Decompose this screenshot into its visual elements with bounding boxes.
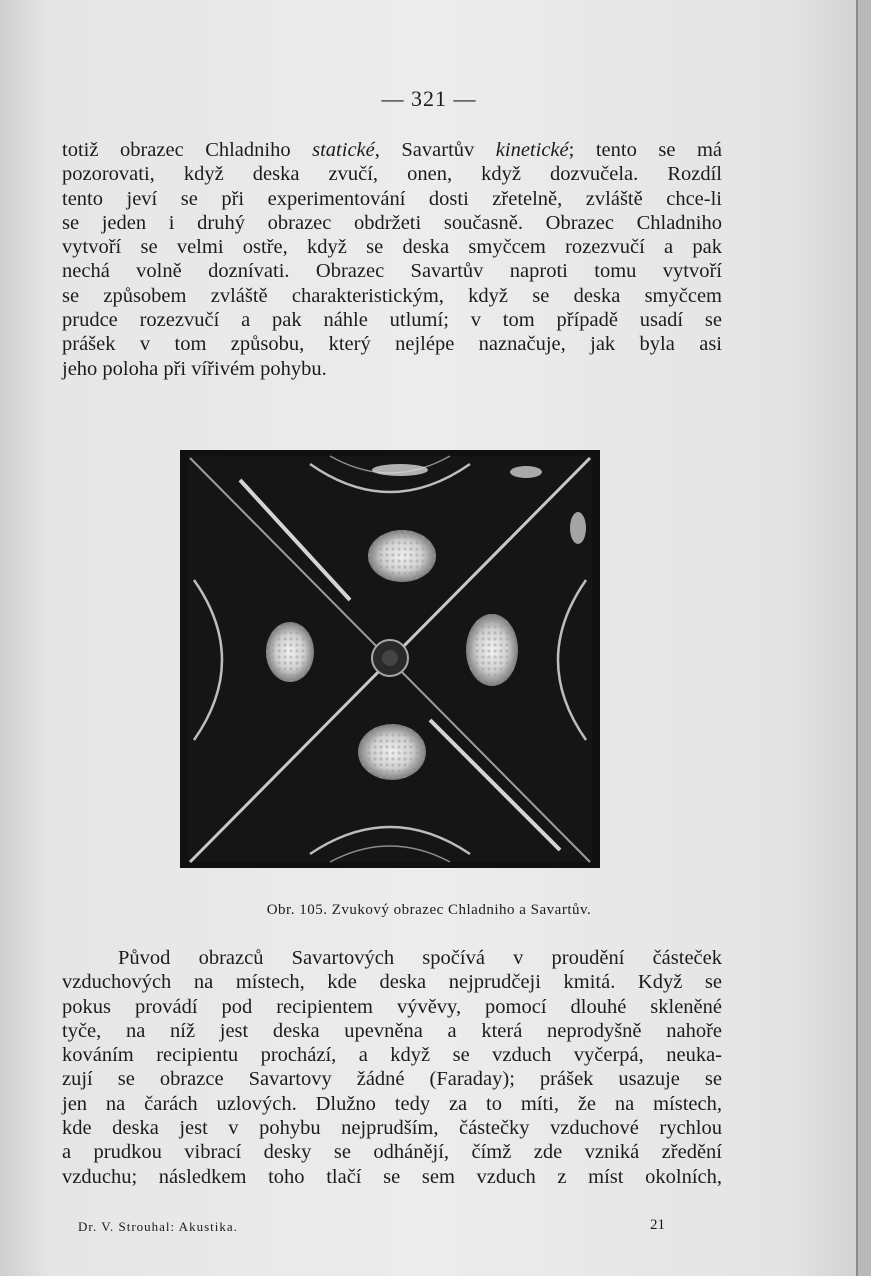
text-line: se způsobem zvláště charakteristickým, když se deska smyčcem xyxy=(62,284,722,307)
chladni-savart-figure xyxy=(180,450,600,868)
text-line: prášek v tom způsobu, který nejlépe naznačuje, jak byla asi xyxy=(62,333,722,356)
figure-caption: Obr. 105. Zvukový obrazec Chladniho a Savartův. xyxy=(266,902,592,918)
text-line: vzduchových na místech, kde deska nejprudčeji kmitá. Když se xyxy=(62,971,722,994)
text-line: pozorovati, když deska zvučí, onen, když dozvučela. Rozdíl xyxy=(62,163,722,186)
paragraph-bottom xyxy=(62,946,722,1189)
footer-author-title: Dr. V. Strouhal: Akustika. xyxy=(78,1219,238,1234)
chladni-pattern-image xyxy=(180,450,600,868)
text-line: prudce rozezvučí a pak náhle utlumí; v tom případě usadí se xyxy=(62,309,722,332)
text-line: nechá volně doznívati. Obrazec Savartův naproti tomu vytvoří xyxy=(62,260,722,283)
text-line: jeho poloha při vířivém pohybu. xyxy=(62,357,327,380)
text-line: kováním recipientu prochází, a když se vzduch vyčerpá, neuka- xyxy=(62,1044,722,1067)
paragraph-top xyxy=(62,138,722,381)
text-line: totiž obrazec Chladniho statické, Savartův kinetické; tento se má xyxy=(62,139,722,161)
text-line: pokus provádí pod recipientem vývěvy, pomocí dlouhé skleněné xyxy=(62,995,722,1018)
text-line: tento jeví se při experimentování dosti zřetelně, zvláště chce-li xyxy=(62,187,722,210)
footer-signature-number: 21 xyxy=(650,1217,665,1233)
text-line: vytvoří se velmi ostře, když se deska smyčcem rozezvučí a pak xyxy=(62,236,722,259)
text-line: zují se obrazce Savartovy žádné (Faraday); prášek usazuje se xyxy=(62,1068,722,1091)
text-line: tyče, na níž jest deska upevněna a která neprodyšně nahoře xyxy=(62,1019,722,1042)
text-line: kde deska jest v pohybu nejprudším, částečky vzduchové rychlou xyxy=(62,1117,722,1140)
text-line: a prudkou vibrací desky se odhánějí, čímž zde vzniká zředění xyxy=(62,1141,722,1164)
text-line: Původ obrazců Savartových spočívá v proudění částeček xyxy=(118,947,722,969)
text-line: vzduchu; následkem toho tlačí se sem vzduch z míst okolních, xyxy=(62,1165,722,1188)
page-number: — 321 — xyxy=(381,86,477,111)
page-edge xyxy=(856,0,871,1276)
text-line: se jeden i druhý obrazec obdržeti současně. Obrazec Chladniho xyxy=(62,211,722,234)
text-line: jen na čarách uzlových. Dlužno tedy za to míti, že na místech, xyxy=(62,1092,722,1115)
